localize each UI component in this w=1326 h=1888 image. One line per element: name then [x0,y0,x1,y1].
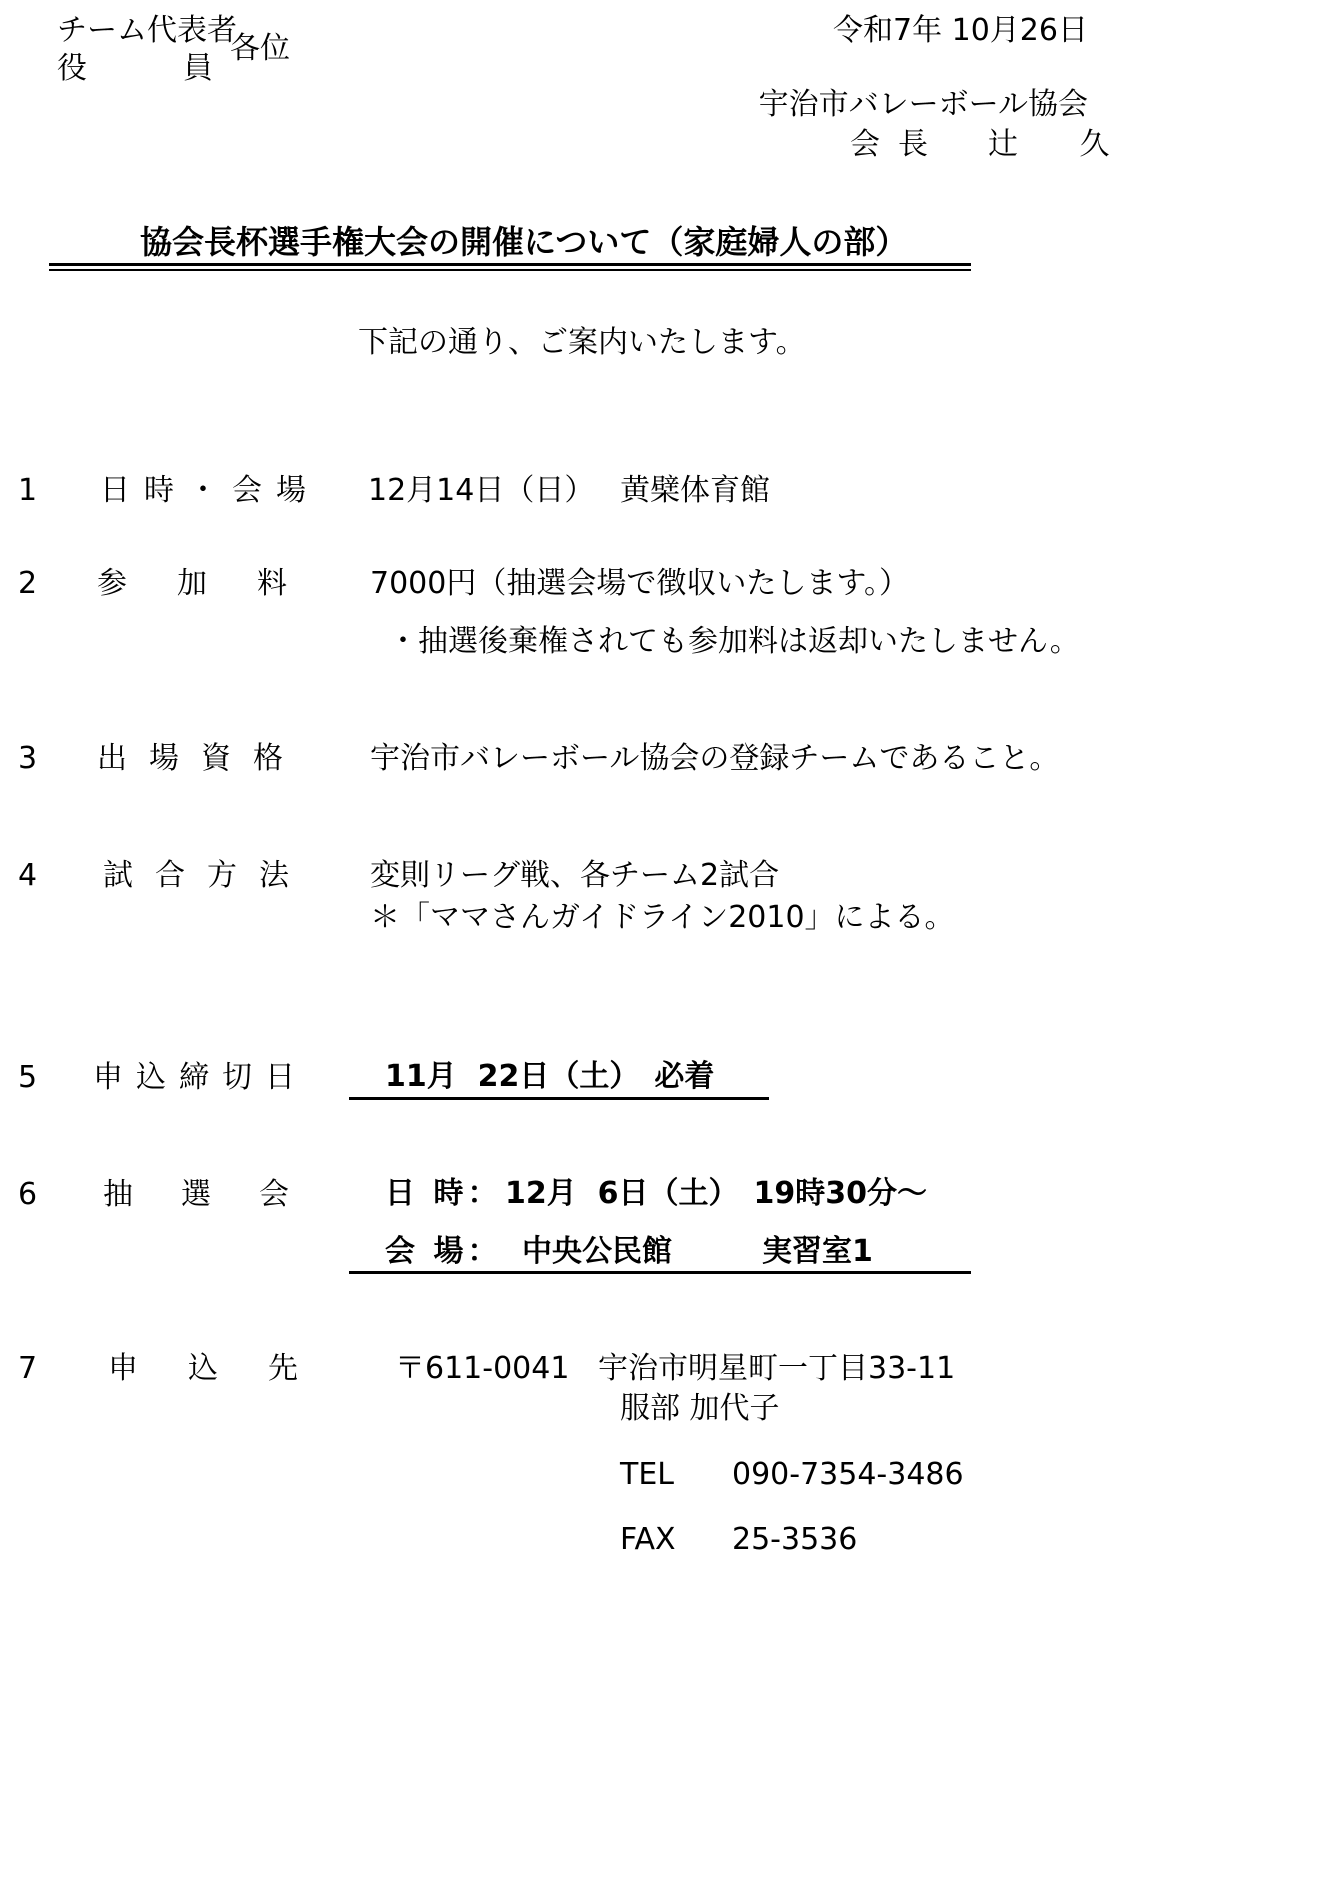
item-number: 3 [18,741,38,776]
sender-title: 会長 [850,127,946,162]
sender-name: 辻 久 [988,127,1136,162]
tel-label: TEL [620,1457,674,1492]
sender-organization: 宇治市バレーボール協会 [758,87,1088,122]
document-title: 協会長杯選手権大会の開催について（家庭婦人の部） [140,223,908,261]
intro-text: 下記の通り、ご案内いたします。 [358,325,806,360]
item-label-match-format: 試合方法 [103,858,311,893]
recipient-line-1: チーム代表者 [57,13,237,48]
recipient-line-2-a: 役 [57,51,87,86]
item-number: 5 [18,1060,38,1095]
event-venue: 黄檗体育館 [620,473,770,508]
deadline-underline [349,1097,769,1100]
item-number: 2 [18,566,38,601]
recipient-suffix: 各位 [230,31,290,66]
fax-number: 25-3536 [732,1522,858,1557]
lottery-datetime-value: 12月 6日（土） 19時30分～ [505,1176,928,1211]
item-label-datetime-venue: 日時・会場 [100,473,320,508]
document-date: 令和7年 10月26日 [833,13,1088,48]
deadline-value: 11月 22日（土） 必着 [385,1059,715,1094]
item-number: 6 [18,1177,38,1212]
application-contact-name: 服部 加代子 [620,1391,780,1426]
fee-value: 7000円（抽選会場で徴収いたします。） [370,566,909,601]
fax-label: FAX [620,1522,676,1557]
recipient-line-2-b: 員 [183,51,213,86]
application-address: 宇治市明星町一丁目33-11 [598,1351,956,1386]
match-format-note: ＊「ママさんガイドライン2010」による。 [370,900,955,935]
event-date: 12月14日（日） [368,473,595,508]
item-label-lottery: 抽選会 [103,1177,337,1212]
lottery-venue-label: 会 場： [385,1234,502,1269]
title-underline-bottom [49,269,971,271]
item-number: 1 [18,473,38,508]
item-label-eligibility: 出場資格 [97,741,305,776]
item-number: 4 [18,858,38,893]
title-underline-top [49,263,971,266]
item-label-application: 申込先 [108,1351,348,1386]
lottery-underline [349,1271,971,1274]
tel-number: 090-7354-3486 [732,1457,964,1492]
lottery-datetime-label: 日 時： [385,1176,502,1211]
match-format-value: 変則リーグ戦、各チーム2試合 [370,858,780,893]
item-label-fee: 参加料 [97,566,337,601]
item-number: 7 [18,1351,38,1386]
eligibility-value: 宇治市バレーボール協会の登録チームであること。 [370,741,1060,776]
lottery-venue-value: 中央公民館 実習室1 [522,1234,873,1269]
item-label-deadline: 申込締切日 [93,1060,308,1095]
fee-note: ・抽選後棄権されても参加料は返却いたしません。 [388,624,1080,659]
postal-code: 〒611-0041 [395,1351,570,1386]
